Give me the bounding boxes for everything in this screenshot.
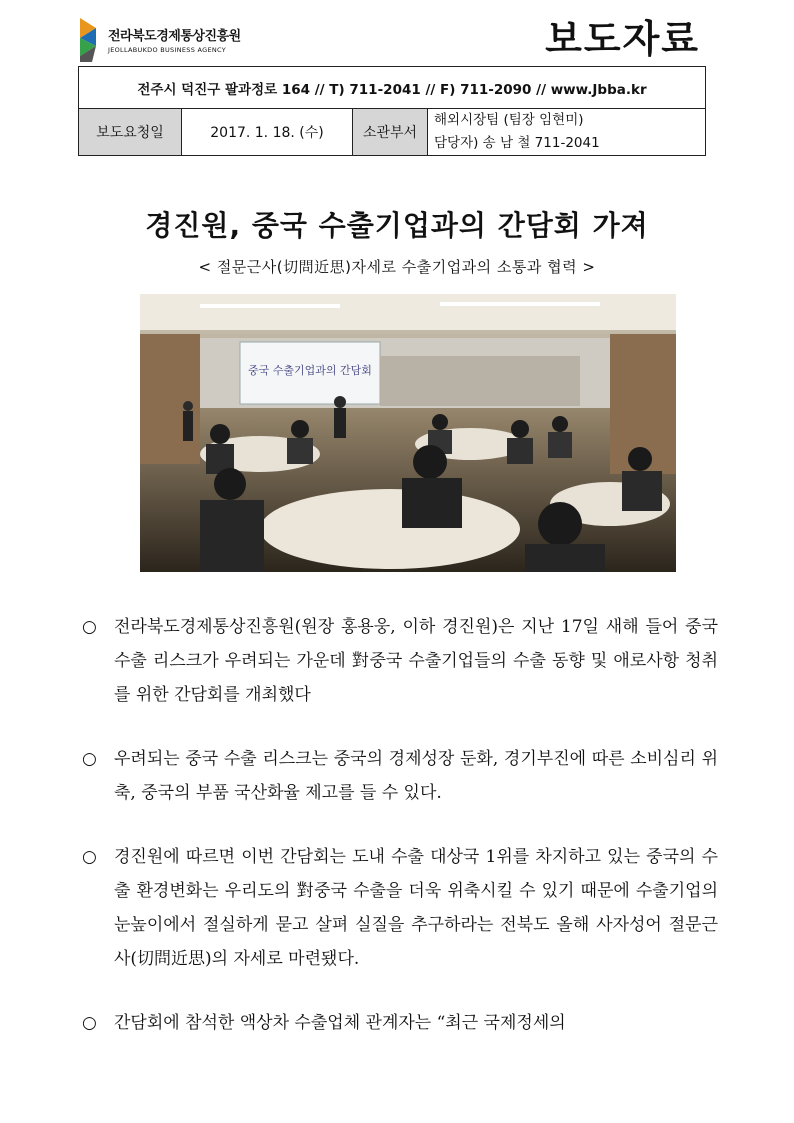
bullet-2: ○ bbox=[82, 749, 97, 769]
paragraph-2-text: 우려되는 중국 수출 리스크는 중국의 경제성장 둔화, 경기부진에 따른 소비심리 위축, 중국의 부품 국산화율 제고를 들 수 있다. bbox=[114, 749, 718, 803]
dept-line-1: 해외시장팀 (팀장 임현미) bbox=[434, 112, 584, 128]
bullet-4: ○ bbox=[82, 1013, 97, 1033]
paragraph-2 bbox=[78, 742, 718, 810]
doc-type-title: 보도자료 bbox=[545, 17, 700, 61]
paragraph-4-text: 간담회에 참석한 액상차 수출업체 관계자는 “최근 국제정세의 bbox=[114, 1013, 566, 1033]
paragraph-4 bbox=[78, 1006, 718, 1040]
dept-line-2: 담당자) 송 남 철 711-2041 bbox=[434, 135, 600, 151]
event-photo-illustration bbox=[140, 294, 676, 572]
request-date-label: 보도요청일 bbox=[79, 109, 182, 156]
dept-label: 소관부서 bbox=[353, 109, 428, 156]
article-body bbox=[78, 610, 718, 1070]
paragraph-3-text: 경진원에 따르면 이번 간담회는 도내 수출 대상국 1위를 차지하고 있는 중국의 수출 환경변화는 우리도의 對중국 수출을 더욱 위축시킬 수 있기 때문에 수출기업의 눈높이에서 절실하게 묻고 살펴 실질을 추구하라는 전북도 올해 사자성어 절문근사(切問近思)의 자세로 마련됐다. bbox=[114, 847, 718, 969]
address-line: 전주시 덕진구 팔과정로 164 // T) 711-2041 // F) 711-2090 // www.Jbba.kr bbox=[79, 67, 706, 109]
agency-logo-mark-icon bbox=[78, 16, 104, 62]
bullet-3: ○ bbox=[82, 847, 97, 867]
bullet-1: ○ bbox=[82, 617, 97, 637]
request-date-value: 2017. 1. 18. (수) bbox=[182, 109, 353, 156]
paragraph-1-text: 전라북도경제통상진흥원(원장 홍용웅, 이하 경진원)은 지난 17일 새해 들어 중국 수출 리스크가 우려되는 가운데 對중국 수출기업들의 수출 동향 및 애로사항 청취를 위한 간담회를 개최했다 bbox=[114, 617, 718, 705]
paragraph-1 bbox=[78, 610, 718, 712]
paragraph-3 bbox=[78, 840, 718, 976]
article-subtitle: < 절문근사(切問近思)자세로 수출기업과의 소통과 협력 > bbox=[198, 258, 596, 276]
photo-banner-text: 중국 수출기업과의 간담회 bbox=[248, 364, 372, 377]
agency-logo bbox=[78, 16, 268, 64]
article-title: 경진원, 중국 수출기업과의 간담회 가져 bbox=[145, 209, 649, 242]
dept-cell bbox=[428, 109, 706, 156]
org-name-ko: 전라북도경제통상진흥원 bbox=[108, 29, 241, 44]
event-photo bbox=[140, 294, 676, 572]
org-name-en: JEOLLABUKDO BUSINESS AGENCY bbox=[108, 46, 227, 54]
info-table bbox=[78, 66, 706, 156]
